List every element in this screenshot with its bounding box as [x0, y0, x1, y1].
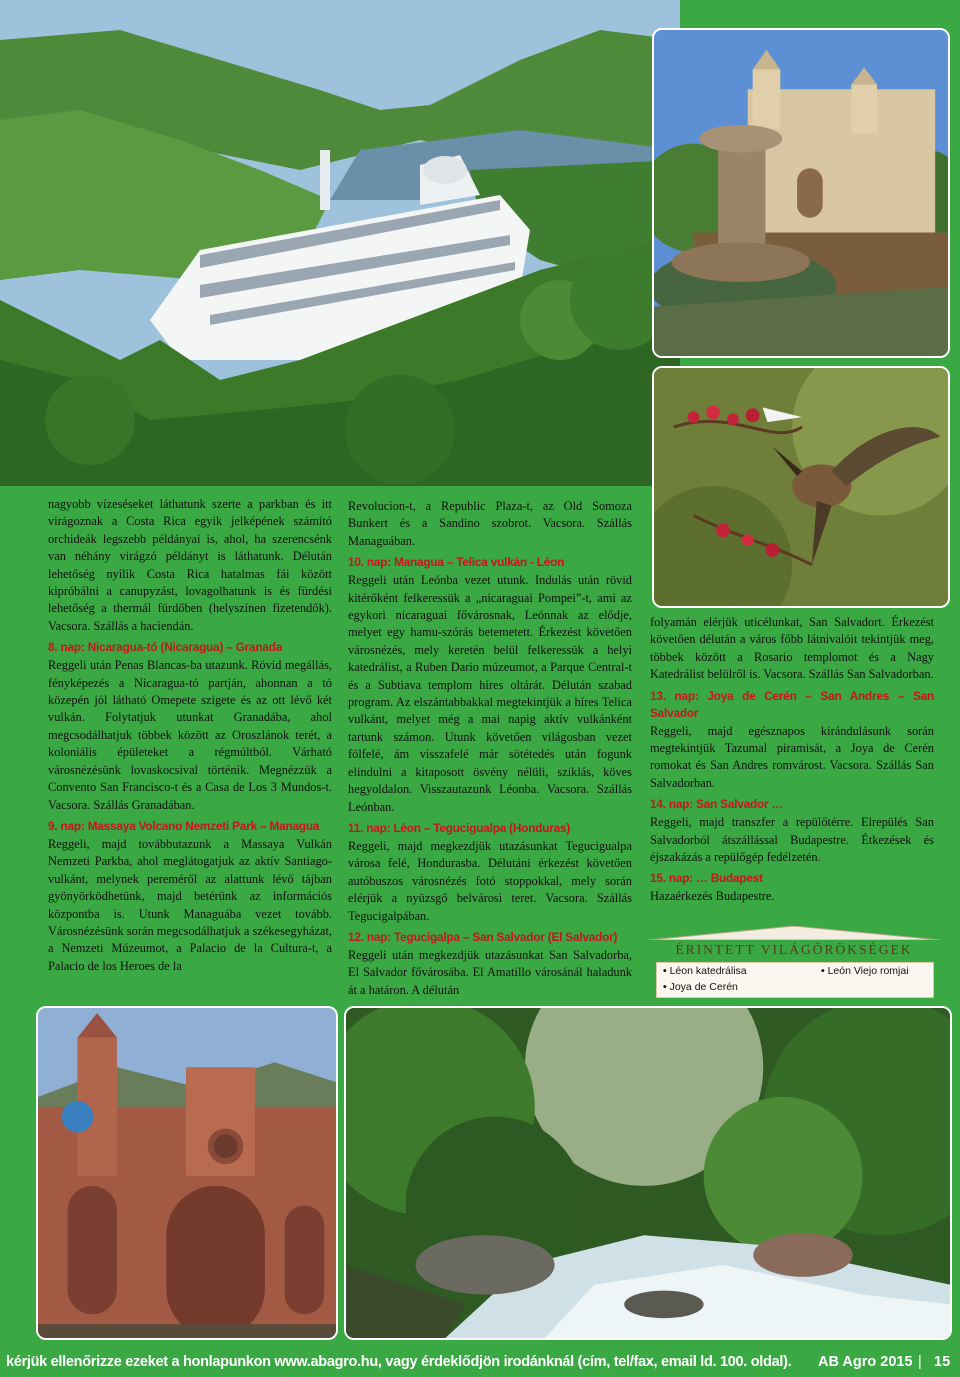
day9-continued-text: Revolucion-t, a Republic Plaza-t, az Old Somoza Bunkert és a Sandino szobrot. Vacsora. Szállás Managuában.: [348, 499, 632, 548]
page-footer: [0, 1351, 960, 1377]
footer-separator: |: [918, 1354, 922, 1370]
day12-continued-text: folyamán elérjük uticélunkat, San Salvadort. Érkezést követően délután a város főbb látnivalóit tekintjük meg, többek között a Rosario templomot és a Nagy Katedrálist belülről is. Vacsora. Szállás San Salvadorban.: [650, 615, 934, 682]
jungle-river-photo: [344, 1006, 952, 1340]
day14-text: Reggeli, majd transzfer a repülőtérre. Elrepülés San Salvadorból átszállással Budapestre. Étkezések és éjszakázás a repülőgép fedélzetén.: [650, 815, 934, 865]
itinerary-column-1: [48, 496, 332, 975]
day13-heading: 13. nap: Joya de Cerén – San Andres – San Salvador: [650, 688, 934, 720]
day10-text: Reggeli után Leónba vezet utunk. Indulás után rövid kitérőként felkeressük a „nicaraguai Pompei”-t, ami az egykori nicaraguai fővárosnak, Leónnak az elődje, melyet egy hamu-szórás betemetett. Érkezést követően városnézés, mely keretén belül felkeressük a helyi katedrálist, a Ruben Dario múzeumot, a Parque Central-t és a Subtiava templom híres oltárát. Délután szabad program. Az elszántabbakkal megtekintjük a híres Telica vulkánt, melyet még a mai napig aktív vulkánként tartunk számon. Utunk követően világosban vezet fölfelé, ám visszafelé már sötétedés után fogunk elindulni a kitaposott ösvény nélüli, sziklás, köves hegyoldalon. Visszautazunk Léonba. Vacsora. Szállás Leónban.: [348, 573, 632, 814]
day12-heading: 12. nap: Tegucigalpa – San Salvador (El Salvador): [348, 929, 618, 944]
footer-brand: AB Agro 2015: [818, 1354, 913, 1370]
brick-cathedral-photo: [36, 1006, 338, 1340]
itinerary-column-2: [348, 498, 632, 999]
day15-text: Hazaérkezés Budapestre.: [650, 889, 775, 904]
day7-text: nagyobb vízeséseket láthatunk szerte a parkban és itt virágoznak a Costa Rica egyik jelképének számító orchideák legszebb példányai is, ahol, ha szerencsénk van néhány virágzó példányt is láthatunk. Délután lehetőség nyílik Costa Rica hatalmas fái között kipróbálni a canupyzást, lovagolhatunk is és fürdési lehetőség a thermál fürdőben (helyszínen fizetendők). Vacsora. Szállás a haciendán.: [48, 497, 332, 633]
hummingbird-photo: [652, 366, 950, 608]
heritage-item: • León Viejo romjai: [821, 965, 909, 977]
heritage-item: • Léon katedrálisa: [663, 965, 747, 977]
day10-heading: 10. nap: Managua – Telica vulkán - Léon: [348, 555, 565, 570]
cruise-ship-canal-photo: [0, 0, 680, 486]
day14-heading: 14. nap: San Salvador …: [650, 797, 784, 812]
day8-text: Reggeli után Penas Blancas-ba utazunk. Rövid megállás, fényképezés a Nicaragua-tó partján, ahonnan a tó közepén jól látható Omepete szigete és az ott lévő két vulkán. Folytatjuk utunkat Granadába, ahol megcsodálhatjuk többek között az Oroszlánok terét, a koloniális épületeket a régmúltból. Várható városnézésünk lovaskocsival történik. Megnézzük a Convento San Francisco-t és a Casa de Los 3 Mundos-t. Vacsora. Szállás Granadában.: [48, 658, 332, 812]
day11-text: Reggeli, majd megkezdjük utazásunkat Tegucigualpa városa felé, Hondurasba. Délutáni érkezést követően autóbuszos városnézés fotó stoppokkal, mely során elérjük a nyüzsgő belvárosi teret. Vacsora. Szállás Tegucigalpában.: [348, 838, 632, 923]
heritage-item: • Joya de Cerén: [663, 981, 738, 993]
itinerary-column-3: [650, 614, 934, 906]
day9-text: Reggeli, majd továbbutazunk a Massaya Vulkán Nemzeti Parkba, ahol meglátogatjuk az aktív Santiago-vulkánt, melynek pereméről az alattunk lévő tájban gyönyörködhetünk, majd betérünk az információs központba is. Utunk Managuába vezet tovább. Városnézésünk során megcsodálhatjuk a székesegyházat, a Nemzeti Múzeumot, a Palacio de la Cultura-t, a Palacio de los Heroes de la: [48, 836, 332, 973]
heritage-list: [656, 962, 934, 998]
day9-heading: 9. nap: Massaya Volcano Nemzeti Park – Managua: [48, 818, 320, 833]
heritage-roof-icon: [648, 926, 940, 940]
day13-text: Reggeli, majd egésznapos kirándulásunk során megtekintjük Tazumal piramisát, a Joya de Cerén romokat és San Andres romvárost. Vacsora. Szállás San Salvadorban.: [650, 723, 934, 790]
day8-heading: 8. nap: Nicaragua-tó (Nicaragua) – Granada: [48, 640, 283, 655]
footer-message: kérjük ellenőrizze ezeket a honlapunkon www.abagro.hu, vagy érdeklődjön irodánknál (cím, tel/fax, email ld. 100. oldal).: [6, 1354, 792, 1370]
day15-heading: 15. nap: … Budapest: [650, 871, 763, 886]
day11-heading: 11. nap: Léon – Tegucigualpa (Honduras): [348, 820, 571, 835]
page-number: 15: [934, 1354, 951, 1370]
colonial-church-fountain-photo: [652, 28, 950, 358]
day12-text: Reggeli után megkezdjük utazásunkat San Salvadorba, El Salvador fővárosába. El Amatillo városánál haladunk át a határon. A délután: [348, 947, 632, 997]
heritage-title: ÉRINTETT VILÁGÖRÖKSÉGEK: [675, 942, 913, 957]
world-heritage-box: [648, 926, 940, 1002]
